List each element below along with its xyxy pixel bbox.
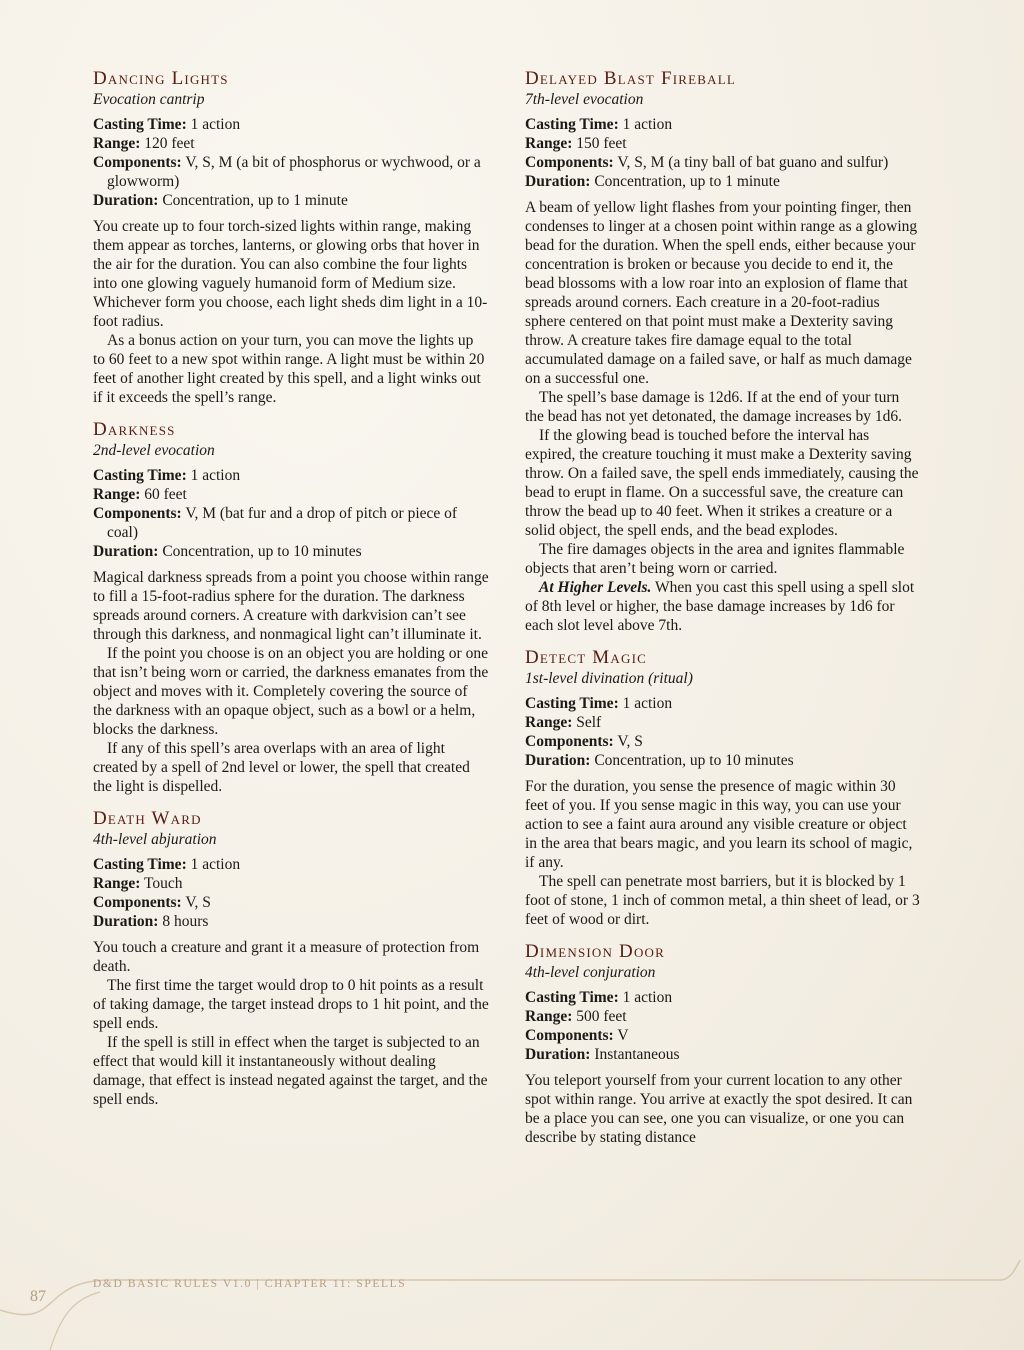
- description-paragraph: [93, 217, 489, 331]
- stat-duration: [525, 172, 921, 191]
- stat-range: [525, 1007, 921, 1026]
- stat-label: Duration:: [93, 192, 159, 209]
- stat-value: Concentration, up to 10 minutes: [162, 543, 362, 560]
- stat-duration: [93, 542, 489, 561]
- stat-label: Range:: [93, 486, 141, 503]
- spell-delayed-blast-fireball: [525, 68, 921, 635]
- description-paragraph: [93, 331, 489, 407]
- paragraph-text: The spell can penetrate most barriers, but it is blocked by 1 foot of stone, 1 inch of common metal, a thin sheet of lead, or 3 feet of wood or dirt.: [525, 873, 920, 928]
- stat-label: Range:: [93, 135, 141, 152]
- corner-ornament: [0, 1240, 1024, 1350]
- stat-label: Duration:: [93, 543, 159, 560]
- running-footer: D&D BASIC RULES V1.0 | CHAPTER 11: SPELLS: [93, 1278, 407, 1290]
- spell-description: [93, 217, 489, 407]
- paragraph-text: You teleport yourself from your current location to any other spot within range. You arrive at exactly the spot desired. It can be a place you can see, one you can visualize, or one you can describe by stating distance: [525, 1072, 913, 1146]
- spell-description: [93, 568, 489, 796]
- spell-dancing-lights: [93, 68, 489, 407]
- description-paragraph: [525, 426, 921, 540]
- stat-value: V, S: [617, 733, 643, 750]
- description-paragraph: [525, 1071, 921, 1147]
- paragraph-text: If any of this spell’s area overlaps with an area of light created by a spell of 2nd level or lower, the spell that created the light is dispelled.: [93, 740, 470, 795]
- stat-label: Casting Time:: [93, 116, 187, 133]
- stat-value: V, M (bat fur and a drop of pitch or piece of coal): [107, 505, 458, 541]
- description-paragraph: [525, 872, 921, 929]
- stat-casting-time: [525, 115, 921, 134]
- stat-components: [525, 1026, 921, 1045]
- paragraph-text: A beam of yellow light flashes from your pointing finger, then condenses to linger at a chosen point within range as a glowing bead for the duration. When the spell ends, either because your concentration is broken or because you decide to end it, the bead blossoms with a low roar into an explosion of flame that spreads around corners. Each creature in a 20-foot-radius sphere centered on that point must make a Dexterity saving throw. A creature takes fire damage equal to the total accumulated damage on a failed save, or half as much damage on a successful one.: [525, 199, 918, 387]
- stat-components: [93, 504, 489, 542]
- paragraph-text: When you cast this spell using a spell slot of 8th level or higher, the base damage increases by 1d6 for each slot level above 7th.: [525, 579, 915, 634]
- spell-level: 1st-level divination (ritual): [525, 670, 693, 687]
- description-paragraph: [525, 540, 921, 578]
- stat-label: Range:: [525, 1008, 573, 1025]
- stat-value: Self: [576, 714, 602, 731]
- stat-label: Casting Time:: [525, 695, 619, 712]
- paragraph-text: Magical darkness spreads from a point you choose within range to fill a 15-foot-radius sphere for the duration. The darkness spreads around corners. A creature with darkvision can’t see through this darkness, and nonmagical light can’t illuminate it.: [93, 569, 489, 643]
- stat-casting-time: [93, 855, 489, 874]
- spell-level: Evocation cantrip: [93, 91, 205, 108]
- stat-label: Range:: [93, 875, 141, 892]
- spell-death-ward: [93, 808, 489, 1109]
- paragraph-text: The fire damages objects in the area and ignites flammable objects that aren’t being worn or carried.: [525, 541, 905, 577]
- stat-label: Casting Time:: [93, 467, 187, 484]
- description-paragraph: [93, 938, 489, 976]
- stat-value: Concentration, up to 1 minute: [162, 192, 348, 209]
- stat-duration: [525, 1045, 921, 1064]
- spell-level: 2nd-level evocation: [93, 442, 215, 459]
- stat-range: [93, 485, 489, 504]
- stat-label: Casting Time:: [93, 856, 187, 873]
- spell-name: Death Ward: [93, 808, 202, 829]
- stat-components: [525, 732, 921, 751]
- stat-value: 1 action: [622, 116, 673, 133]
- stat-casting-time: [93, 115, 489, 134]
- stat-components: [93, 153, 489, 191]
- spell-name: Dancing Lights: [93, 68, 229, 89]
- stat-value: V: [617, 1027, 629, 1044]
- stat-range: [93, 874, 489, 893]
- stat-duration: [93, 912, 489, 931]
- spell-level: 4th-level abjuration: [93, 831, 217, 848]
- stat-value: 1 action: [622, 695, 673, 712]
- stat-value: 1 action: [190, 467, 241, 484]
- stat-casting-time: [525, 694, 921, 713]
- paragraph-text: If the point you choose is on an object you are holding or one that isn’t being worn or carried, the darkness emanates from the object and moves with it. Completely covering the source of the darkness with an opaque object, such as a bowl or a helm, blocks the darkness.: [93, 645, 489, 738]
- spell-description: [525, 777, 921, 929]
- spell-description: [525, 1071, 921, 1147]
- paragraph-text: As a bonus action on your turn, you can move the lights up to 60 feet to a new spot within range. A light must be within 20 feet of another light created by this spell, and a light winks out if it exceeds the spell’s range.: [93, 332, 485, 406]
- paragraph-text: You touch a creature and grant it a measure of protection from death.: [93, 939, 480, 975]
- description-paragraph: [525, 578, 921, 635]
- stat-range: [93, 134, 489, 153]
- description-paragraph: [93, 568, 489, 644]
- description-paragraph: [525, 388, 921, 426]
- stat-label: Components:: [93, 894, 182, 911]
- stat-label: Duration:: [525, 1046, 591, 1063]
- stat-value: 1 action: [190, 856, 241, 873]
- stat-value: 8 hours: [162, 913, 209, 930]
- spell-darkness: [93, 419, 489, 796]
- stat-range: [525, 134, 921, 153]
- spell-dimension-door: [525, 941, 921, 1147]
- stat-casting-time: [525, 988, 921, 1007]
- stat-value: 500 feet: [576, 1008, 627, 1025]
- spell-name: Darkness: [93, 419, 176, 440]
- description-paragraph: [93, 739, 489, 796]
- spell-description: [525, 198, 921, 635]
- stat-label: Components:: [525, 1027, 614, 1044]
- paragraph-text: You create up to four torch-sized lights within range, making them appear as torches, lanterns, or glowing orbs that hover in the air for the duration. You can also combine the four lights into one glowing vaguely humanoid form of Medium size. Whichever form you choose, each light sheds dim light in a 10-foot radius.: [93, 218, 488, 330]
- stat-value: Touch: [143, 875, 183, 892]
- stat-value: V, S: [185, 894, 211, 911]
- stat-components: [93, 893, 489, 912]
- description-paragraph: [93, 1033, 489, 1109]
- paragraph-text: For the duration, you sense the presence of magic within 30 feet of you. If you sense magic in this way, you can use your action to see a faint aura around any visible creature or object in the area that bears magic, and you learn its school of magic, if any.: [525, 778, 913, 871]
- stat-value: 120 feet: [144, 135, 195, 152]
- stat-label: Components:: [525, 154, 614, 171]
- paragraph-lead: At Higher Levels.: [539, 579, 652, 596]
- left-column: [93, 68, 489, 1121]
- stat-label: Range:: [525, 714, 573, 731]
- stat-label: Components:: [93, 505, 182, 522]
- stat-label: Duration:: [93, 913, 159, 930]
- stat-duration: [525, 751, 921, 770]
- stat-value: Concentration, up to 10 minutes: [594, 752, 794, 769]
- spell-level: 4th-level conjuration: [525, 964, 656, 981]
- description-paragraph: [93, 644, 489, 739]
- stat-label: Duration:: [525, 173, 591, 190]
- stat-value: V, S, M (a bit of phosphorus or wychwood, or a glowworm): [107, 154, 481, 190]
- stat-label: Duration:: [525, 752, 591, 769]
- stat-value: 1 action: [622, 989, 673, 1006]
- stat-value: 150 feet: [576, 135, 627, 152]
- spell-name: Delayed Blast Fireball: [525, 68, 737, 89]
- paragraph-text: The spell’s base damage is 12d6. If at the end of your turn the bead has not yet detonated, the damage increases by 1d6.: [525, 389, 903, 425]
- spell-detect-magic: [525, 647, 921, 929]
- right-column: [525, 68, 921, 1159]
- stat-duration: [93, 191, 489, 210]
- stat-casting-time: [93, 466, 489, 485]
- spell-name: Dimension Door: [525, 941, 665, 962]
- spell-name: Detect Magic: [525, 647, 647, 668]
- paragraph-text: The first time the target would drop to 0 hit points as a result of taking damage, the target instead drops to 1 hit point, and the spell ends.: [93, 977, 489, 1032]
- stat-label: Range:: [525, 135, 573, 152]
- stat-label: Components:: [93, 154, 182, 171]
- stat-value: 60 feet: [144, 486, 187, 503]
- stat-value: Concentration, up to 1 minute: [594, 173, 780, 190]
- stat-label: Components:: [525, 733, 614, 750]
- page-number: 87: [30, 1288, 46, 1305]
- description-paragraph: [93, 976, 489, 1033]
- spell-level: 7th-level evocation: [525, 91, 644, 108]
- stat-label: Casting Time:: [525, 116, 619, 133]
- stat-range: [525, 713, 921, 732]
- stat-value: Instantaneous: [594, 1046, 680, 1063]
- paragraph-text: If the spell is still in effect when the target is subjected to an effect that would kill it instantaneously without dealing damage, that effect is instead negated against the target, and the spell ends.: [93, 1034, 488, 1108]
- spell-description: [93, 938, 489, 1109]
- stat-components: [525, 153, 921, 172]
- stat-value: 1 action: [190, 116, 241, 133]
- paragraph-text: If the glowing bead is touched before the interval has expired, the creature touching it must make a Dexterity saving throw. On a failed save, the spell ends immediately, causing the bead to erupt in flame. On a successful save, the creature can throw the bead up to 40 feet. When it strikes a creature or a solid object, the spell ends, and the bead explodes.: [525, 427, 919, 539]
- description-paragraph: [525, 777, 921, 872]
- description-paragraph: [525, 198, 921, 388]
- stat-value: V, S, M (a tiny ball of bat guano and sulfur): [617, 154, 889, 171]
- stat-label: Casting Time:: [525, 989, 619, 1006]
